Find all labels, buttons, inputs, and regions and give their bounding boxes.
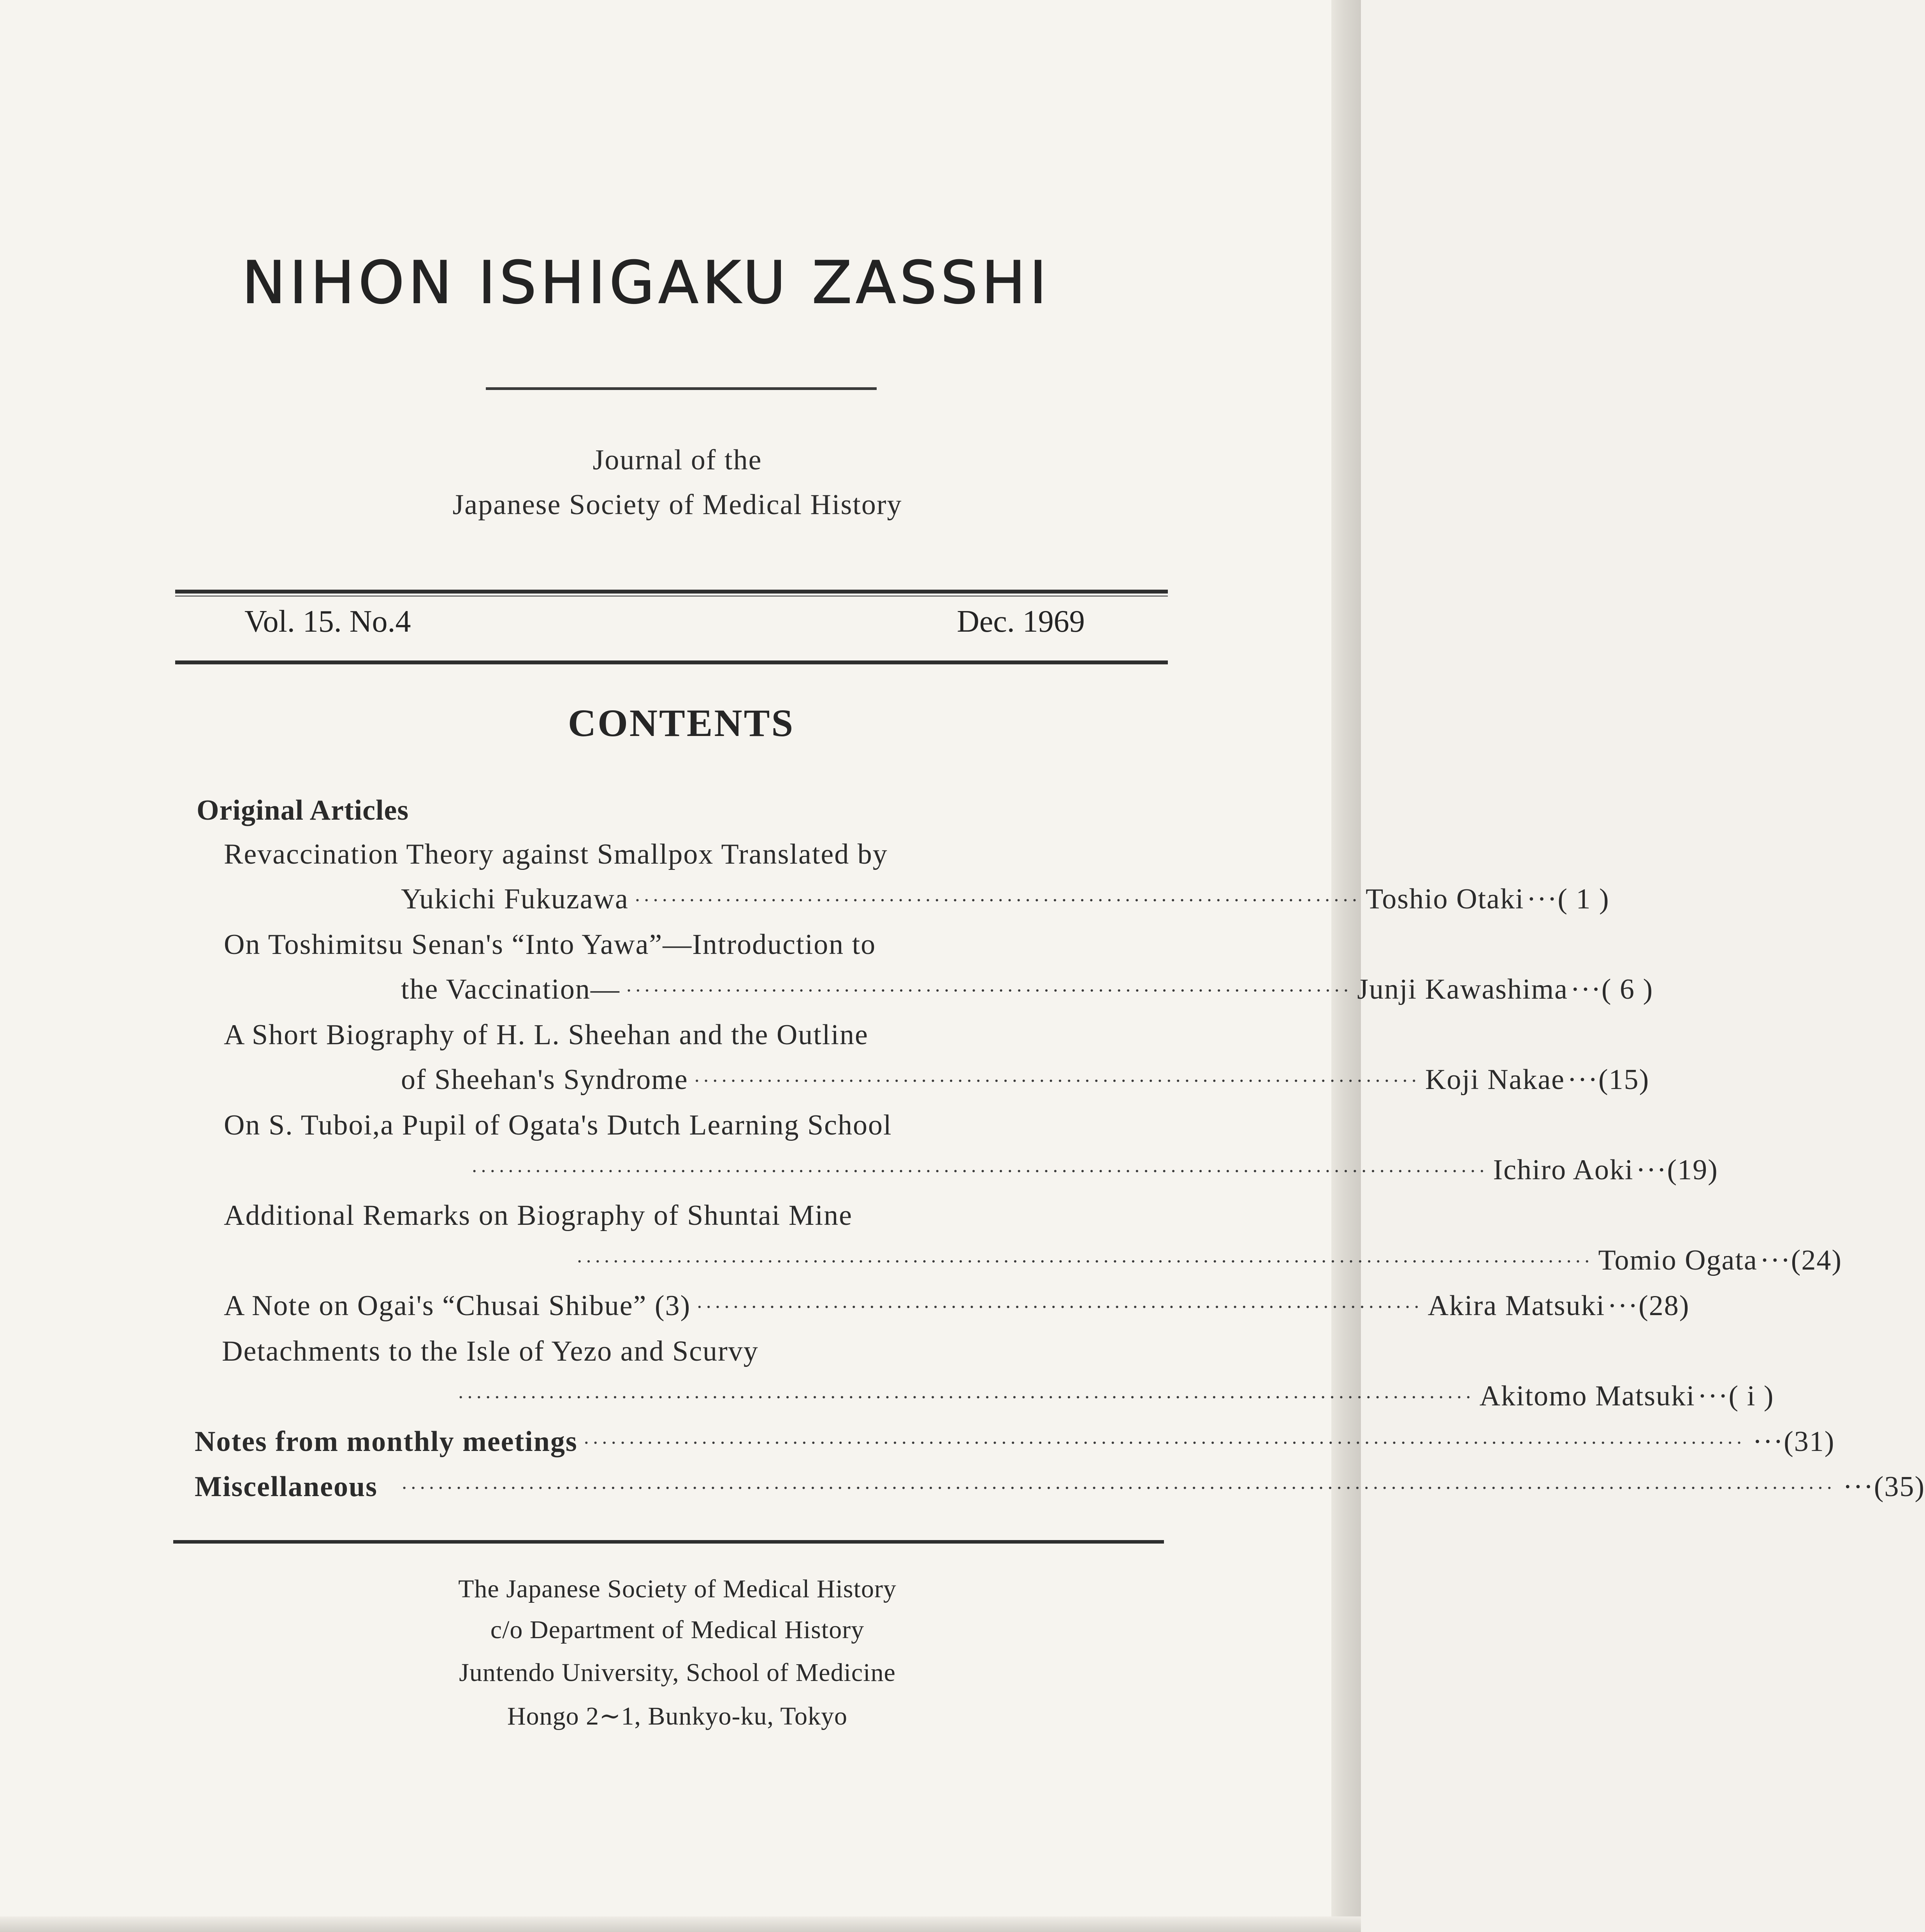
leader-dots: ················································································································ <box>471 1160 1488 1182</box>
article-6-author: Akira Matsuki <box>1427 1290 1605 1322</box>
leader-dots: ················································································································ <box>457 1386 1474 1409</box>
section-original-articles: Original Articles <box>197 794 409 826</box>
subtitle-line-1: Journal of the <box>592 444 762 476</box>
leader-dots: ················································································ <box>693 1070 1420 1092</box>
article-4-page: ···(19) <box>1636 1154 1718 1186</box>
article-7-author: Akitomo Matsuki <box>1479 1380 1695 1412</box>
notes-entry <box>195 1425 1835 1458</box>
contents-heading: CONTENTS <box>568 701 795 745</box>
article-3-author: Koji Nakae <box>1425 1064 1565 1096</box>
issue-date: Dec. 1969 <box>957 604 1085 639</box>
article-5-entry <box>576 1244 1842 1277</box>
article-2-title: On Toshimitsu Senan's “Into Yawa”—Introduction to <box>224 929 876 961</box>
article-5-title: Additional Remarks on Biography of Shuntai Mine <box>224 1200 853 1231</box>
address-line-1: The Japanese Society of Medical History <box>458 1575 897 1603</box>
article-5-author: Tomio Ogata <box>1598 1244 1758 1276</box>
article-3-page: ···(15) <box>1567 1064 1650 1096</box>
article-3-title: A Short Biography of H. L. Sheehan and the Outline <box>224 1019 868 1051</box>
address-line-3: Juntendo University, School of Medicine <box>459 1658 896 1687</box>
article-1-title-cont: Yukichi Fukuzawa <box>401 883 629 915</box>
leader-dots: ················································································ <box>696 1296 1422 1318</box>
article-4-entry <box>471 1154 1718 1187</box>
leader-dots: ················································································································ <box>576 1251 1593 1273</box>
leader-dots: ················································································ <box>634 889 1361 912</box>
journal-title: NIHON ISHIGAKU ZASSHI <box>242 249 1051 317</box>
subtitle-line-2: Japanese Society of Medical History <box>452 489 902 521</box>
leader-dots: ················································································ <box>625 980 1352 1002</box>
misc-entry <box>195 1470 1925 1503</box>
article-7-title: Detachments to the Isle of Yezo and Scurvy <box>222 1335 759 1367</box>
article-3-entry <box>401 1063 1650 1096</box>
article-1-title: Revaccination Theory against Smallpox Translated by <box>224 838 888 870</box>
article-4-author: Ichiro Aoki <box>1493 1154 1634 1186</box>
article-2-page: ···( 6 ) <box>1570 973 1654 1005</box>
misc-page: ···(35) <box>1842 1471 1925 1503</box>
issue-volume: Vol. 15. No.4 <box>244 604 411 639</box>
page-bottom-shadow <box>0 1916 1361 1932</box>
misc-label: Miscellaneous <box>195 1471 378 1503</box>
address-line-2: c/o Department of Medical History <box>490 1616 865 1644</box>
article-1-entry <box>401 883 1610 916</box>
article-2-author: Junji Kawashima <box>1357 973 1568 1005</box>
article-2-entry <box>401 973 1654 1006</box>
article-7-page: ···( i ) <box>1697 1380 1774 1412</box>
article-2-title-cont: the Vaccination— <box>401 973 620 1005</box>
title-divider <box>486 387 877 390</box>
article-5-page: ···(24) <box>1760 1244 1842 1276</box>
article-6-title: A Note on Ogai's “Chusai Shibue” (3) <box>224 1290 691 1322</box>
footer-divider <box>173 1540 1164 1544</box>
address-line-4: Hongo 2∼1, Bunkyo-ku, Tokyo <box>507 1702 847 1730</box>
article-1-author: Toshio Otaki <box>1366 883 1524 915</box>
issue-band-top-rule <box>175 590 1168 594</box>
article-6-entry <box>224 1289 1690 1323</box>
leader-dots: ································································································································ <box>583 1432 1745 1454</box>
article-7-entry <box>457 1380 1774 1413</box>
notes-label: Notes from monthly meetings <box>195 1426 578 1458</box>
leader-dots: ······························································································································································ <box>401 1477 1835 1499</box>
notes-page: ···(31) <box>1753 1426 1835 1458</box>
article-6-page: ···(28) <box>1607 1290 1690 1322</box>
article-3-title-cont: of Sheehan's Syndrome <box>401 1064 688 1096</box>
issue-band-bottom-rule <box>175 660 1168 664</box>
article-4-title: On S. Tuboi,a Pupil of Ogata's Dutch Learning School <box>224 1109 892 1141</box>
page-edge-shadow <box>1331 0 1361 1932</box>
article-1-page: ···( 1 ) <box>1526 883 1610 915</box>
issue-band-top-inner-rule <box>175 595 1168 597</box>
